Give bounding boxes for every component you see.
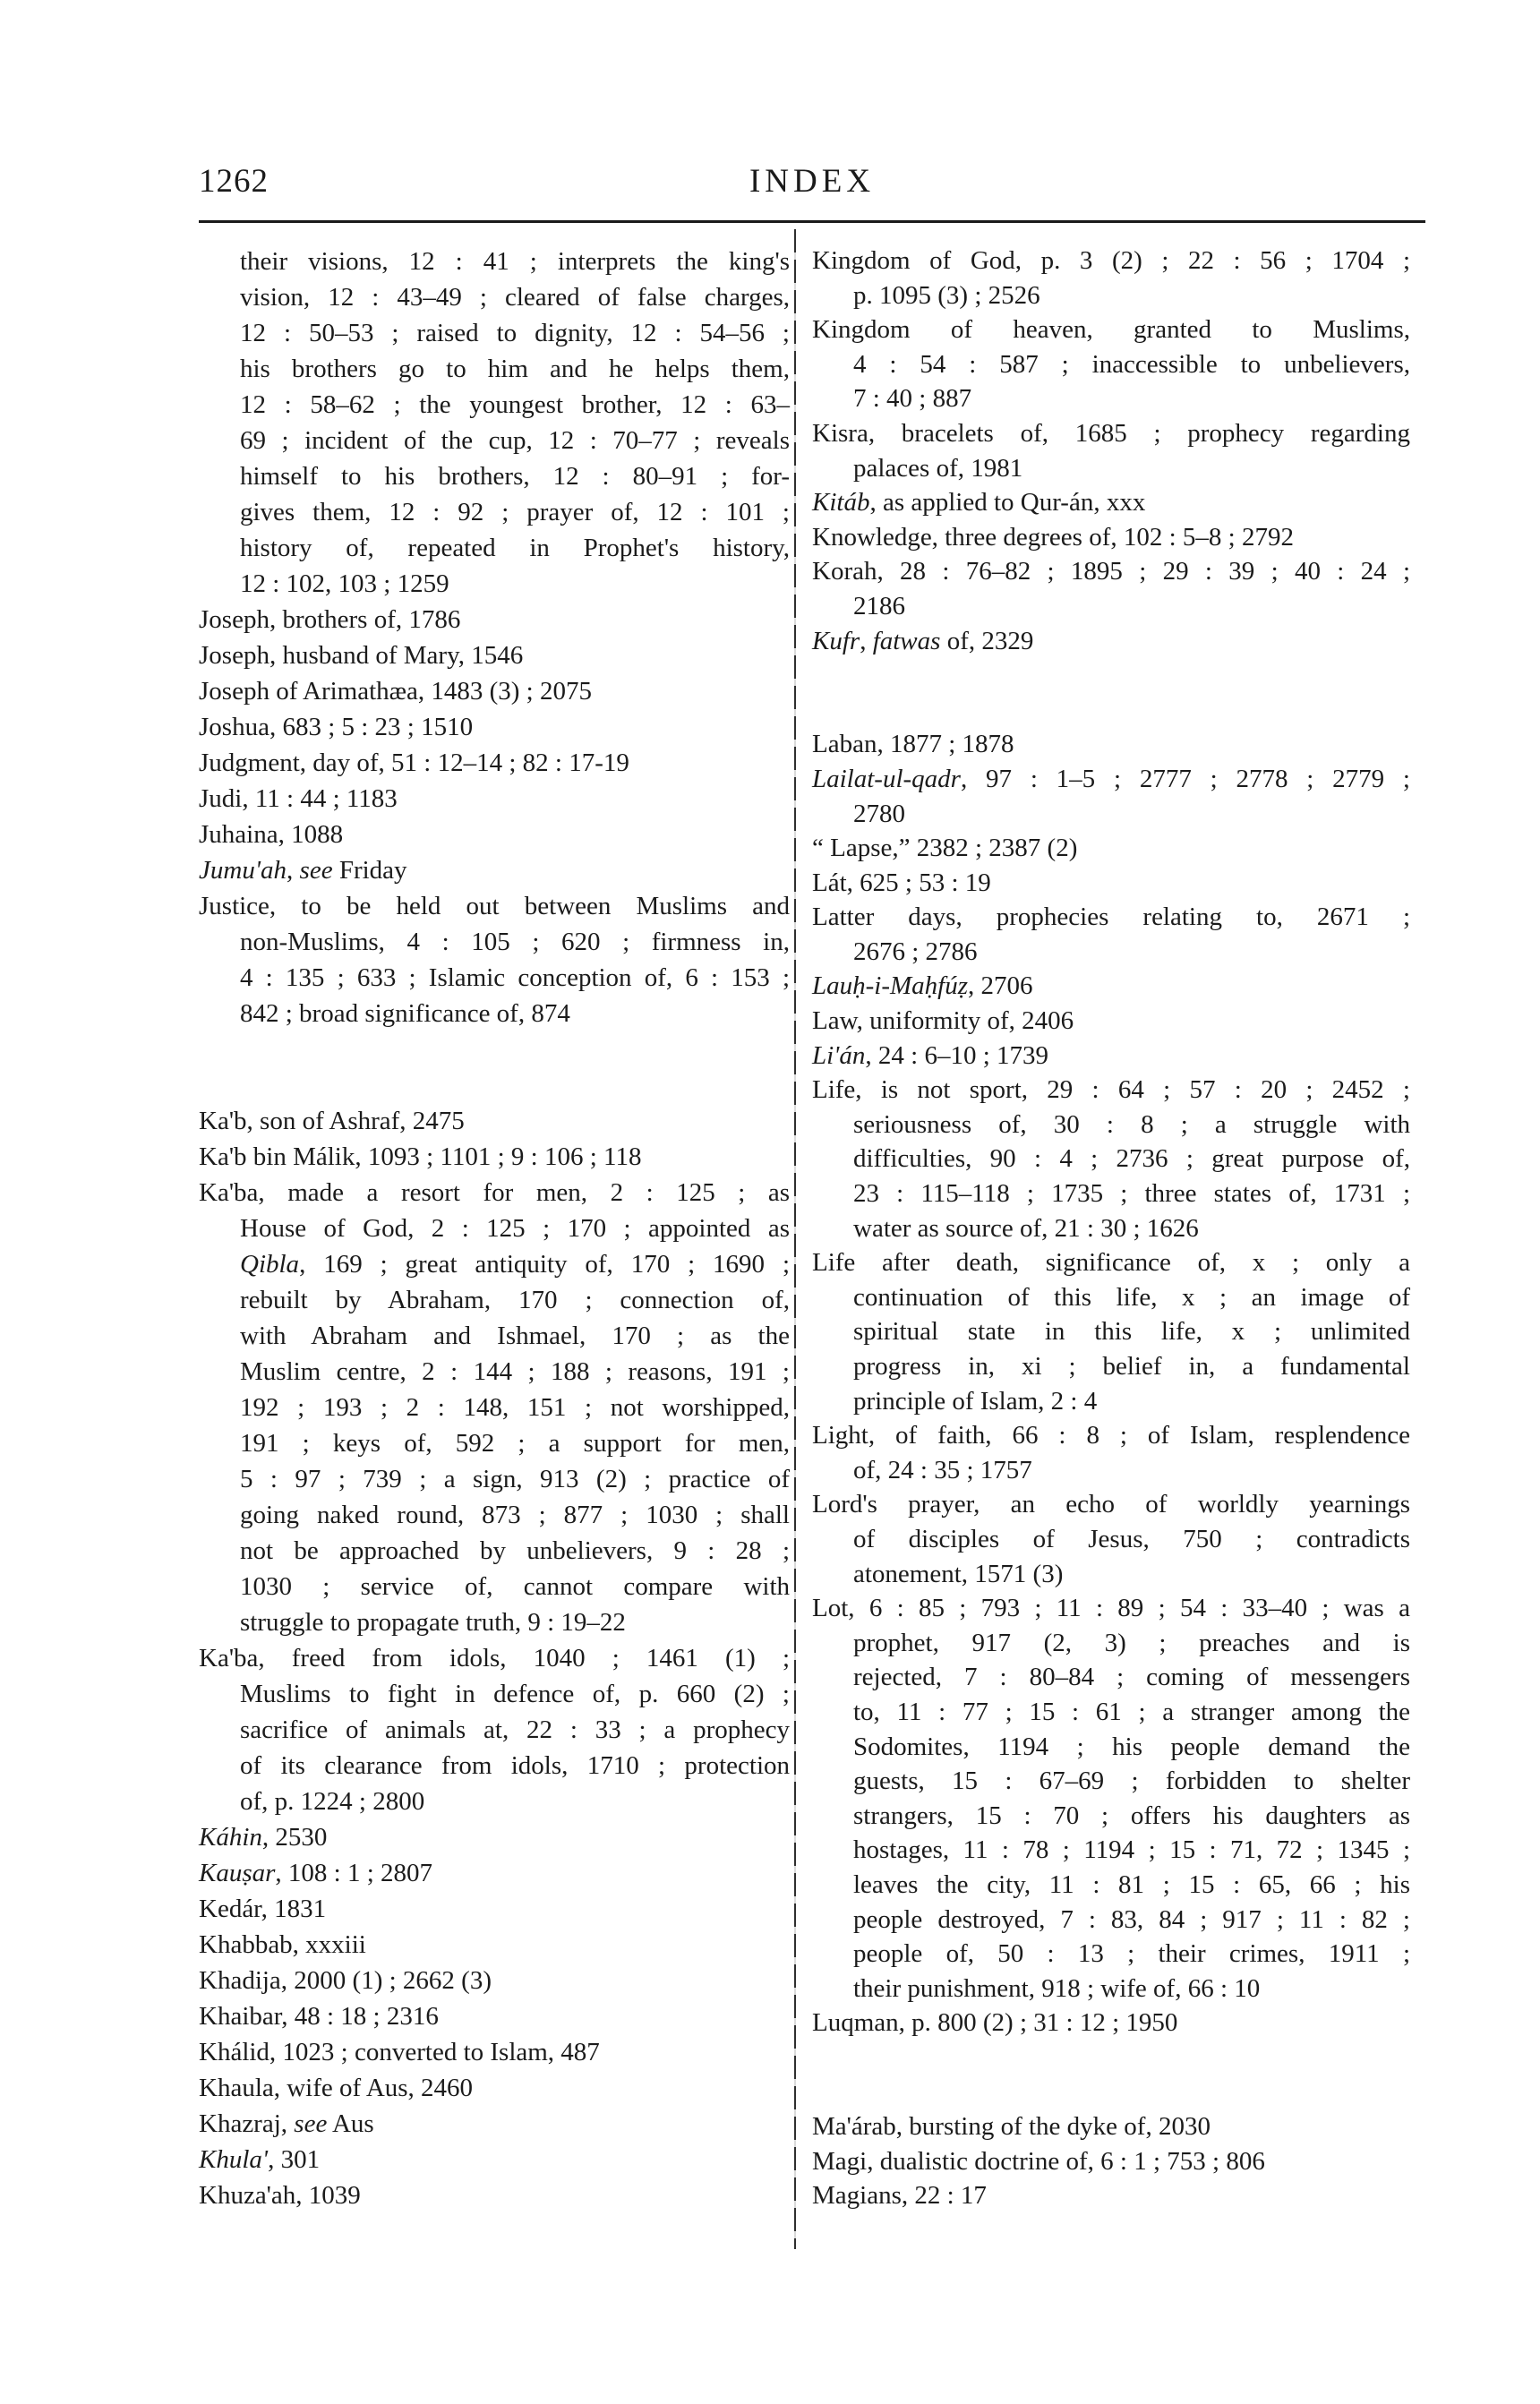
index-line: Khuza'ah, 1039 [199, 2181, 361, 2210]
header-rule [199, 220, 1425, 223]
index-line: his brothers go to him and he helps them, [240, 355, 790, 383]
index-line: leaves the city, 11 : 81 ; 15 : 65, 66 ; his [853, 1869, 1410, 1899]
index-line: Ka'b, son of Ashraf, 2475 [199, 1107, 465, 1135]
index-line: Muslims to fight in defence of, p. 660 (2) ; [240, 1680, 790, 1708]
index-line: Joseph, husband of Mary, 1546 [199, 641, 524, 670]
index-line: strangers, 15 : 70 ; offers his daughters as [853, 1801, 1410, 1830]
index-line: difficulties, 90 : 4 ; 2736 ; great purpose of, [853, 1144, 1410, 1174]
right-column [812, 244, 1410, 2213]
index-line: hostages, 11 : 78 ; 1194 ; 15 : 71, 72 ; 1345 ; [853, 1835, 1410, 1865]
index-line: Kisra, bracelets of, 1685 ; prophecy regarding [812, 418, 1410, 448]
index-line: Khaibar, 48 : 18 ; 2316 [199, 2002, 439, 2031]
index-line: gives them, 12 : 92 ; prayer of, 12 : 101 ; [240, 498, 790, 526]
index-line: 4 : 135 ; 633 ; Islamic conception of, 6 : 153 ; [240, 963, 790, 992]
index-line: Khula', 301 [199, 2145, 321, 2174]
index-line: 191 ; keys of, 592 ; a support for men, [240, 1429, 790, 1458]
index-line: Kitáb, as applied to Qur-án, xxx [812, 488, 1146, 518]
section-gap [199, 1067, 790, 1103]
index-line: Qibla, 169 ; great antiquity of, 170 ; 1690 ; [240, 1250, 790, 1279]
index-line: Life after death, significance of, x ; only a [812, 1248, 1410, 1278]
section-gap [199, 1031, 790, 1067]
index-line: Ma'árab, bursting of the dyke of, 2030 [812, 2112, 1211, 2142]
page-title: INDEX [749, 163, 876, 200]
index-line: Muslim centre, 2 : 144 ; 188 ; reasons, 191 ; [240, 1357, 790, 1386]
index-line: non-Muslims, 4 : 105 ; 620 ; firmness in, [240, 928, 790, 956]
index-line: Joseph of Arimathæa, 1483 (3) ; 2075 [199, 677, 592, 706]
index-line: principle of Islam, 2 : 4 [853, 1386, 1098, 1416]
index-line: Justice, to be held out between Muslims and [199, 892, 790, 920]
index-line: Khaula, wife of Aus, 2460 [199, 2074, 474, 2102]
index-line: rebuilt by Abraham, 170 ; connection of, [240, 1286, 790, 1314]
index-line: Kauṣar, 108 : 1 ; 2807 [199, 1859, 433, 1887]
index-line: Kedár, 1831 [199, 1895, 327, 1923]
index-line: Judi, 11 : 44 ; 1183 [199, 784, 398, 813]
index-line: Lord's prayer, an echo of worldly yearnings [812, 1490, 1410, 1519]
index-line: history of, repeated in Prophet's history, [240, 534, 790, 562]
index-line: of its clearance from idols, 1710 ; protection [240, 1751, 790, 1780]
index-line: prophet, 917 (2, 3) ; preaches and is [853, 1628, 1410, 1657]
index-line: Khálid, 1023 ; converted to Islam, 487 [199, 2038, 600, 2066]
index-line: Joseph, brothers of, 1786 [199, 605, 461, 634]
index-line: 5 : 97 ; 739 ; a sign, 913 (2) ; practice of [240, 1465, 790, 1493]
index-line: rejected, 7 : 80–84 ; coming of messengers [853, 1663, 1410, 1692]
index-line: Magi, dualistic doctrine of, 6 : 1 ; 753 ; 806 [812, 2146, 1265, 2176]
index-line: 12 : 50–53 ; raised to dignity, 12 : 54–56 ; [240, 319, 790, 347]
index-line: Ka'b bin Málik, 1093 ; 1101 ; 9 : 106 ; 118 [199, 1142, 642, 1171]
section-gap [812, 658, 1410, 693]
column-divider [794, 229, 796, 2249]
index-line: 842 ; broad significance of, 874 [240, 999, 570, 1028]
index-line: Light, of faith, 66 : 8 ; of Islam, resplendence [812, 1421, 1410, 1450]
index-line: Ka'ba, freed from idols, 1040 ; 1461 (1) ; [199, 1644, 790, 1673]
index-line: Sodomites, 1194 ; his people demand the [853, 1732, 1410, 1761]
index-line: continuation of this life, x ; an image of [853, 1282, 1410, 1312]
index-line: not be approached by unbelievers, 9 : 28 ; [240, 1536, 790, 1565]
index-line: guests, 15 : 67–69 ; forbidden to shelter [853, 1767, 1410, 1796]
index-line: Lailat-ul-qadr, 97 : 1–5 ; 2777 ; 2778 ; 2779 ; [812, 764, 1410, 793]
index-line: Li'án, 24 : 6–10 ; 1739 [812, 1040, 1049, 1070]
index-line: “ Lapse,” 2382 ; 2387 (2) [812, 834, 1078, 863]
index-line: Kingdom of heaven, granted to Muslims, [812, 315, 1410, 345]
index-line: to, 11 : 77 ; 15 : 61 ; a stranger among the [853, 1697, 1410, 1726]
index-line: 2186 [853, 591, 905, 620]
index-line: of, 24 : 35 ; 1757 [853, 1455, 1032, 1484]
index-line: of disciples of Jesus, 750 ; contradicts [853, 1524, 1410, 1553]
index-line: Korah, 28 : 76–82 ; 1895 ; 29 : 39 ; 40 : 24 ; [812, 557, 1410, 586]
index-line: himself to his brothers, 12 : 80–91 ; for- [240, 462, 790, 491]
index-line: 23 : 115–118 ; 1735 ; three states of, 1731 ; [853, 1179, 1410, 1209]
section-gap [812, 693, 1410, 728]
index-line: 192 ; 193 ; 2 : 148, 151 ; not worshipped, [240, 1393, 790, 1422]
index-line: Latter days, prophecies relating to, 2671 ; [812, 903, 1410, 932]
index-line: people destroyed, 7 : 83, 84 ; 917 ; 11 : 82 ; [853, 1904, 1410, 1934]
index-line: Khazraj, see Aus [199, 2109, 374, 2138]
index-line: Lauḥ-i-Maḥfúẓ, 2706 [812, 971, 1033, 1001]
index-line: Judgment, day of, 51 : 12–14 ; 82 : 17-19 [199, 749, 629, 777]
index-line: vision, 12 : 43–49 ; cleared of false charges, [240, 283, 790, 312]
index-line: 1030 ; service of, cannot compare with [240, 1572, 790, 1601]
index-line: Life, is not sport, 29 : 64 ; 57 : 20 ; 2452 ; [812, 1075, 1410, 1105]
index-line: Law, uniformity of, 2406 [812, 1006, 1074, 1036]
index-line: progress in, xi ; belief in, a fundamental [853, 1352, 1410, 1381]
index-line: palaces of, 1981 [853, 453, 1023, 483]
index-line: struggle to propagate truth, 9 : 19–22 [240, 1608, 626, 1637]
index-line: Laban, 1877 ; 1878 [812, 730, 1014, 759]
index-line: 12 : 58–62 ; the youngest brother, 12 : 63– [240, 390, 790, 419]
index-line: House of God, 2 : 125 ; 170 ; appointed as [240, 1214, 790, 1243]
index-line: of, p. 1224 ; 2800 [240, 1787, 425, 1816]
index-line: going naked round, 873 ; 877 ; 1030 ; shall [240, 1501, 790, 1529]
index-line: p. 1095 (3) ; 2526 [853, 280, 1040, 310]
index-line: Lot, 6 : 85 ; 793 ; 11 : 89 ; 54 : 33–40 ; was a [812, 1594, 1410, 1623]
index-line: 7 : 40 ; 887 [853, 384, 972, 414]
index-line: Jumu'ah, see Friday [199, 856, 407, 885]
index-line: atonement, 1571 (3) [853, 1559, 1064, 1588]
index-line: Lát, 625 ; 53 : 19 [812, 868, 991, 897]
index-line: people of, 50 : 13 ; their crimes, 1911 ; [853, 1939, 1410, 1969]
index-line: their visions, 12 : 41 ; interprets the king's [240, 247, 790, 276]
index-line: 4 : 54 : 587 ; inaccessible to unbelievers, [853, 349, 1410, 379]
index-line: Káhin, 2530 [199, 1823, 328, 1852]
index-line: spiritual state in this life, x ; unlimited [853, 1317, 1410, 1347]
index-line: Ka'ba, made a resort for men, 2 : 125 ; as [199, 1178, 790, 1207]
index-line: water as source of, 21 : 30 ; 1626 [853, 1213, 1199, 1243]
index-line: Magians, 22 : 17 [812, 2181, 987, 2211]
index-line: their punishment, 918 ; wife of, 66 : 10 [853, 1973, 1261, 2003]
index-line: seriousness of, 30 : 8 ; a struggle with [853, 1109, 1410, 1139]
index-line: sacrifice of animals at, 22 : 33 ; a prophecy [240, 1715, 790, 1744]
index-line: Khabbab, xxxiii [199, 1930, 366, 1959]
index-line: 2676 ; 2786 [853, 937, 978, 966]
index-line: 12 : 102, 103 ; 1259 [240, 569, 449, 598]
index-line: with Abraham and Ishmael, 170 ; as the [240, 1322, 790, 1350]
index-line: Knowledge, three degrees of, 102 : 5–8 ; 2792 [812, 522, 1294, 552]
index-line: Luqman, p. 800 (2) ; 31 : 12 ; 1950 [812, 2008, 1178, 2038]
index-line: 69 ; incident of the cup, 12 : 70–77 ; reveals [240, 426, 790, 455]
index-line: Khadija, 2000 (1) ; 2662 (3) [199, 1966, 492, 1995]
page-number: 1262 [199, 163, 269, 200]
index-line: Kufr, fatwas of, 2329 [812, 626, 1034, 655]
section-gap [812, 2040, 1410, 2075]
index-line: Kingdom of God, p. 3 (2) ; 22 : 56 ; 1704 ; [812, 246, 1410, 275]
index-line: 2780 [853, 799, 905, 828]
index-line: Juhaina, 1088 [199, 820, 344, 849]
left-column [199, 244, 790, 2213]
index-line: Joshua, 683 ; 5 : 23 ; 1510 [199, 713, 474, 741]
section-gap [812, 2075, 1410, 2109]
